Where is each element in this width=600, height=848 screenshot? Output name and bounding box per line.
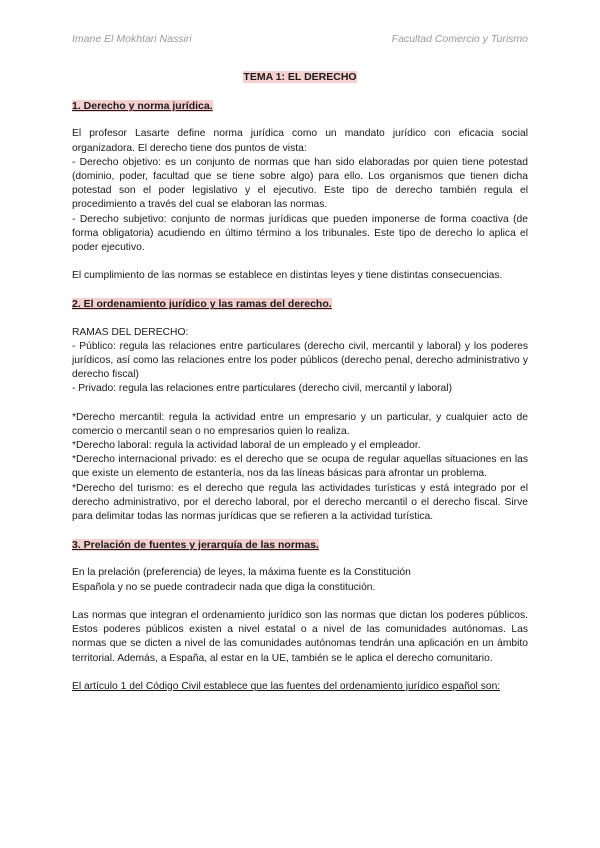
- section-3-paragraph-1b: Española y no se puede contradecir nada que diga la constitución.: [72, 581, 376, 593]
- section-2-paragraph-1: RAMAS DEL DERECHO:: [72, 326, 189, 338]
- section-2-heading-text: 2. El ordenamiento jurídico y las ramas del derecho.: [72, 298, 332, 311]
- section-2-heading: [72, 297, 528, 311]
- section-3-paragraph-2: Las normas que integran el ordenamiento jurídico son las normas que dictan los poderes públicos. Estos poderes públicos existen a nivel estatal o a nivel de las comunidades autónomas. Las normas que se dicten a nivel de las comunidades autónomas tendrán una aplicación en un ámbito territorial. Además, a España, al estar en la UE, también se le aplica el derecho comunitario.: [72, 609, 528, 664]
- section-1-paragraph-4: El cumplimiento de las normas se establece en distintas leyes y tiene distintas consecuencias.: [72, 270, 503, 282]
- section-2-paragraph-5: *Derecho laboral: regula la actividad laboral de un empleado y el empleador.: [72, 440, 421, 452]
- section-3-heading: [72, 538, 528, 552]
- document-title-text: TEMA 1: EL DERECHO: [243, 71, 357, 83]
- section-2-paragraph-6: *Derecho internacional privado: es el derecho que se ocupa de regular aquellas situaciones en las que existe un elemento de estantería, nos da las líneas básicas para afrontar un problema.: [72, 454, 528, 480]
- section-1-paragraph-3: - Derecho subjetivo: conjunto de normas jurídicas que pueden imponerse de forma coactiva (de forma obligatoria) acudiendo en último término a los tribunales. Este tipo de derecho lo aplica el poder ejecutivo.: [72, 213, 528, 254]
- section-1-paragraph-1: El profesor Lasarte define norma jurídica como un mandato jurídico con eficacia social organizadora. El derecho tiene dos puntos de vista:: [72, 128, 528, 154]
- header-author: Imane El Mokhtari Nassiri: [72, 33, 192, 45]
- section-3-paragraph-1a: En la prelación (preferencia) de leyes, la máxima fuente es la Constitución: [72, 567, 411, 579]
- section-3-paragraph-3: El artículo 1 del Código Civil establece que las fuentes del ordenamiento jurídico español son:: [72, 680, 501, 692]
- section-1-heading-text: 1. Derecho y norma jurídica.: [72, 100, 213, 113]
- section-2-paragraph-3: - Privado: regula las relaciones entre particulares (derecho civil, mercantil y laboral): [72, 383, 453, 395]
- header-faculty: Facultad Comercio y Turismo: [391, 33, 528, 45]
- document-title: [72, 70, 528, 84]
- section-3-heading-text: 3. Prelación de fuentes y jerarquía de las normas.: [72, 539, 319, 552]
- section-1-heading: [72, 99, 528, 113]
- page-header: [72, 33, 528, 45]
- document-body: [72, 70, 528, 694]
- section-1-paragraph-2: - Derecho objetivo: es un conjunto de normas que han sido elaboradas por quien tiene potestad (dominio, poder, facultad que se tiene sobre algo) para ello. Los organismos que tienen dicha potestad son el poder legislativo y el ejecutivo. Este tipo de derecho también regula el procedimiento a través del cual se elaboran las normas.: [72, 156, 528, 211]
- section-2-paragraph-7: *Derecho del turismo: es el derecho que regula las actividades turísticas y está integrado por el derecho administrativo, por el derecho laboral, por el derecho mercantil o el derecho fiscal. Sirve para delimitar todas las normas jurídicas que se refieren a la actividad turística.: [72, 482, 528, 523]
- section-2-paragraph-2: - Público: regula las relaciones entre particulares (derecho civil, mercantil y laboral) y los poderes jurídicos, así como las relaciones entre los poder públicos (derecho penal, derecho administrativo y derecho fiscal): [72, 340, 528, 381]
- section-2-paragraph-4: *Derecho mercantil: regula la actividad entre un empresario y un particular, y cualquier acto de comercio o mercantil sean o no empresarios quien lo realiza.: [72, 411, 528, 437]
